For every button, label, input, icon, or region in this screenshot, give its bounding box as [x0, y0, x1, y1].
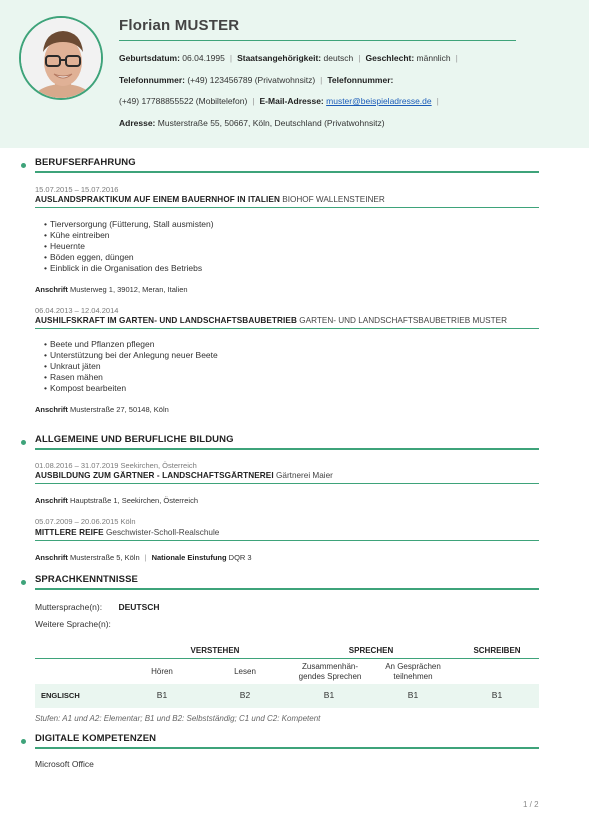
subheader-an-gespraechen: [374, 662, 452, 682]
education-title: AUSBILDUNG ZUM GÄRTNER - LANDSCHAFTSGÄRTNEREI: [35, 471, 274, 480]
levels-note: Stufen: A1 und A2: Elementar; B1 und B2: Selbstständig; C1 und C2: Kompetent: [35, 714, 321, 723]
education-title-line: [35, 471, 333, 480]
education-org: Gärtnerei Maier: [276, 471, 333, 480]
header-schreiben: SCHREIBEN: [473, 646, 521, 655]
language-name: ENGLISCH: [41, 691, 80, 700]
address-label: Anschrift: [35, 553, 68, 562]
profile-photo: [19, 16, 103, 100]
nationality-label: Staatsangehörigkeit:: [237, 53, 322, 63]
item-divider: [35, 328, 539, 329]
education-address: [35, 553, 252, 562]
list-item: • Beete und Pflanzen pflegen: [50, 339, 218, 350]
subheader-line: An Gesprächen: [385, 662, 441, 671]
job-employer: GARTEN- UND LANDSCHAFTSBAUBETRIEB MUSTER: [299, 316, 508, 325]
task-list: [50, 339, 218, 394]
table-header-divider: [35, 658, 539, 659]
section-bullet: [21, 163, 26, 168]
item-divider: [35, 483, 539, 484]
list-item: • Tierversorgung (Fütterung, Stall ausmisten): [50, 219, 214, 230]
job-date: 06.04.2013 – 12.04.2014: [35, 306, 119, 315]
subheader-hoeren: Hören: [151, 667, 173, 676]
table-row: [35, 684, 539, 708]
list-item: • Böden eggen, düngen: [50, 252, 214, 263]
person-name: Florian MUSTER: [119, 17, 240, 34]
item-divider: [35, 540, 539, 541]
section-bullet: [21, 739, 26, 744]
subheader-lesen: Lesen: [234, 667, 256, 676]
job-title: AUSLANDSPRAKTIKUM AUF EINEM BAUERNHOF IN ITALIEN: [35, 195, 280, 204]
separator: |: [436, 96, 439, 106]
subheader-line: gendes Sprechen: [298, 672, 362, 681]
education-title-line: [35, 528, 219, 537]
job-title-line: [35, 195, 385, 204]
section-divider: [35, 448, 539, 450]
separator: |: [358, 53, 361, 63]
list-item: • Kühe eintreiben: [50, 230, 214, 241]
digital-skill: Microsoft Office: [35, 759, 94, 769]
phone1-label: Telefonnummer:: [119, 75, 185, 85]
education-date: 05.07.2009 – 20.06.2015 Köln: [35, 517, 136, 526]
mother-tongue: [35, 602, 160, 612]
birth-label: Geburtsdatum:: [119, 53, 180, 63]
task-list: [50, 219, 214, 274]
personal-info-line-1: [119, 53, 463, 63]
email-link[interactable]: muster@beispieladresse.de: [326, 96, 432, 106]
separator: |: [229, 53, 233, 63]
gender-label: Geschlecht:: [365, 53, 415, 63]
address-label: Adresse:: [119, 118, 156, 128]
section-title-digital: DIGITALE KOMPETENZEN: [35, 733, 157, 744]
email-label: E-Mail-Adresse:: [259, 96, 324, 106]
address-value: Musterstraße 55, 50667, Köln, Deutschland (Privatwohnsitz): [157, 118, 385, 128]
address-value: Musterweg 1, 39012, Meran, Italien: [70, 285, 188, 294]
cell-an-gespraechen: B1: [407, 690, 419, 700]
section-title-education: ALLGEMEINE UND BERUFLICHE BILDUNG: [35, 434, 234, 445]
birth-value: 06.04.1995: [182, 53, 225, 63]
address-value: Musterstraße 27, 50148, Köln: [70, 405, 169, 414]
education-org: Geschwister-Scholl-Realschule: [106, 528, 220, 537]
education-date: 01.08.2016 – 31.07.2019 Seekirchen, Österreich: [35, 461, 197, 470]
job-title-line: [35, 316, 507, 325]
other-languages-label: Weitere Sprache(n):: [35, 619, 111, 629]
section-title-experience: BERUFSERFAHRUNG: [35, 157, 136, 168]
list-item: • Kompost bearbeiten: [50, 383, 218, 394]
phone1-value: (+49) 123456789 (Privatwohnsitz): [187, 75, 316, 85]
subheader-line: Zusammenhän-: [301, 662, 359, 671]
mother-tongue-label: Muttersprache(n):: [35, 602, 103, 612]
section-divider: [35, 747, 539, 749]
section-divider: [35, 171, 539, 173]
mother-tongue-value: DEUTSCH: [118, 602, 160, 612]
cell-lesen: B2: [239, 690, 251, 700]
cell-schreiben: B1: [491, 690, 503, 700]
education-title: MITTLERE REIFE: [35, 528, 104, 537]
section-title-languages: SPRACHKENNTNISSE: [35, 574, 138, 585]
job-title: AUSHILFSKRAFT IM GARTEN- UND LANDSCHAFTSBAUBETRIEB: [35, 316, 297, 325]
separator: |: [320, 75, 323, 85]
address-label: Anschrift: [35, 496, 68, 505]
item-divider: [35, 207, 539, 208]
level-value: DQR 3: [228, 553, 252, 562]
subheader-line: teilnehmen: [393, 672, 433, 681]
list-item: • Rasen mähen: [50, 372, 218, 383]
name-divider: [119, 40, 516, 41]
list-item: • Heuernte: [50, 241, 214, 252]
job-date: 15.07.2015 – 15.07.2016: [35, 185, 119, 194]
cell-zusammenhaengend: B1: [323, 690, 335, 700]
job-address: [35, 285, 188, 294]
address-label: Anschrift: [35, 405, 68, 414]
cell-hoeren: B1: [156, 690, 168, 700]
section-bullet: [21, 580, 26, 585]
address-value: Hauptstraße 1, Seekirchen, Österreich: [70, 496, 198, 505]
separator: |: [455, 53, 458, 63]
separator: |: [144, 553, 147, 562]
list-item: • Unkraut jäten: [50, 361, 218, 372]
nationality-value: deutsch: [323, 53, 354, 63]
phone2-value: (+49) 17788855522 (Mobiltelefon): [119, 96, 248, 106]
level-label: Nationale Einstufung: [151, 553, 227, 562]
personal-info-line-4: [119, 118, 385, 128]
gender-value: männlich: [416, 53, 451, 63]
job-address: [35, 405, 169, 414]
section-divider: [35, 588, 539, 590]
page-number: 1 / 2: [523, 800, 539, 809]
address-value: Musterstraße 5, Köln: [70, 553, 140, 562]
phone2-label: Telefonnummer:: [327, 75, 394, 85]
section-bullet: [21, 440, 26, 445]
personal-info-line-3: [119, 96, 444, 106]
header-verstehen: VERSTEHEN: [190, 646, 240, 655]
header-sprechen: SPRECHEN: [348, 646, 394, 655]
education-address: [35, 496, 198, 505]
address-label: Anschrift: [35, 285, 68, 294]
subheader-zusammenhaengend: [288, 662, 372, 682]
list-item: • Einblick in die Organisation des Betriebs: [50, 263, 214, 274]
personal-info-line-2: [119, 75, 393, 85]
list-item: • Unterstützung bei der Anlegung neuer Beete: [50, 350, 218, 361]
job-employer: BIOHOF WALLENSTEINER: [282, 195, 385, 204]
separator: |: [252, 96, 255, 106]
